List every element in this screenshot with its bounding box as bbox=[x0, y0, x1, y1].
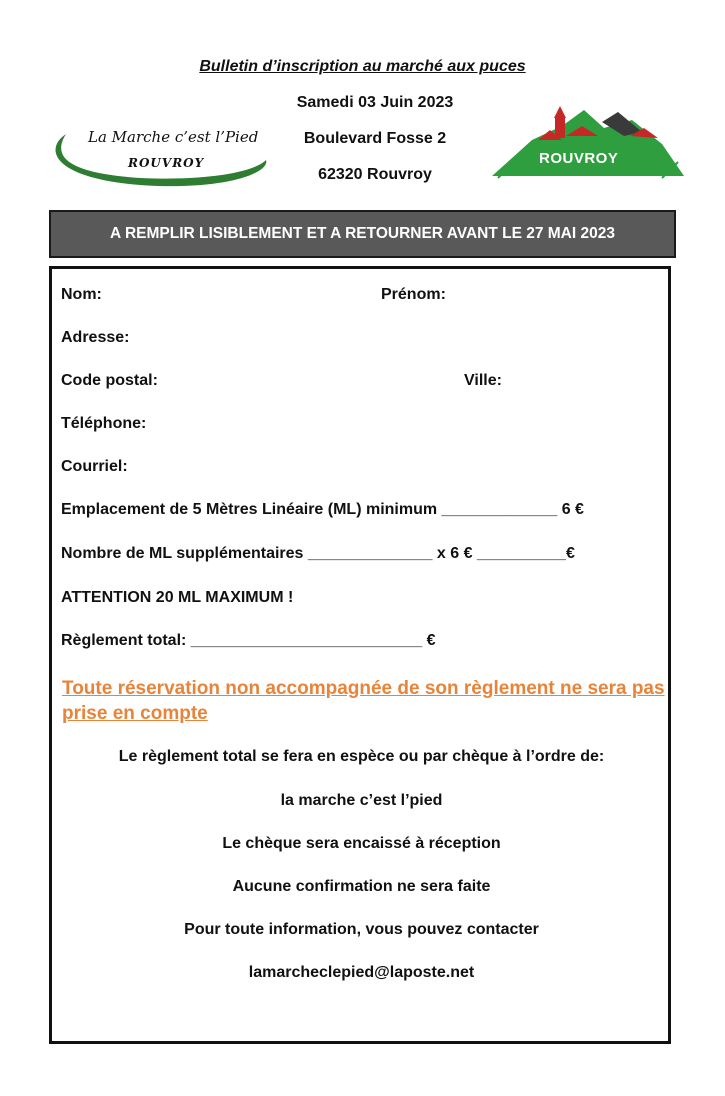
emplacement-price: 6 € bbox=[561, 501, 584, 518]
emplacement-label: Emplacement de 5 Mètres Linéaire (ML) minimum bbox=[61, 501, 438, 518]
telephone-label: Téléphone: bbox=[61, 415, 147, 432]
club-logo bbox=[48, 120, 273, 192]
emplacement-line bbox=[61, 501, 584, 519]
prenom-label: Prénom: bbox=[381, 286, 446, 303]
supp-label: Nombre de ML supplémentaires bbox=[61, 545, 304, 562]
contact-email[interactable]: lamarcheclepied@laposte.net bbox=[248, 964, 475, 981]
courriel-label: Courriel: bbox=[61, 458, 128, 475]
total-euro: € bbox=[426, 632, 436, 649]
supp-blank: ______________ bbox=[307, 545, 433, 562]
payment-notice: Toute réservation non accompagnée de son règlement ne sera pas prise en compte bbox=[62, 678, 665, 724]
supp-line bbox=[61, 545, 575, 563]
info-line-3: Le chèque sera encaissé à réception bbox=[222, 835, 501, 852]
town-logo-name: ROUVROY bbox=[539, 150, 619, 167]
supp-euro: € bbox=[565, 545, 575, 562]
event-date: Samedi 03 Juin 2023 bbox=[296, 94, 454, 111]
form-title: Bulletin d’inscription au marché aux puces bbox=[199, 58, 526, 75]
adresse-label: Adresse: bbox=[61, 329, 130, 346]
total-blank: __________________________ bbox=[190, 632, 423, 649]
info-line-5: Pour toute information, vous pouvez contacter bbox=[184, 921, 539, 938]
ville-label: Ville: bbox=[464, 372, 502, 389]
event-street: Boulevard Fosse 2 bbox=[303, 130, 447, 147]
supp-mult: x 6 € bbox=[436, 545, 473, 562]
nom-label: Nom: bbox=[61, 286, 102, 303]
mountain-village-icon bbox=[492, 106, 684, 182]
code-postal-label: Code postal: bbox=[61, 372, 158, 389]
club-script-name: La Marche c’est l’Pied bbox=[88, 128, 259, 146]
emplacement-blank: _____________ bbox=[441, 501, 558, 518]
deadline-banner: A REMPLIR LISIBLEMENT ET A RETOURNER AVANT LE 27 MAI 2023 bbox=[49, 210, 676, 258]
supp-blank2: __________ bbox=[476, 545, 566, 562]
total-label: Règlement total: bbox=[61, 632, 187, 649]
info-line-1: Le règlement total se fera en espèce ou par chèque à l’ordre de: bbox=[118, 748, 605, 765]
attention-line: ATTENTION 20 ML MAXIMUM ! bbox=[61, 589, 294, 606]
club-town-name: ROUVROY bbox=[128, 156, 205, 170]
total-line bbox=[61, 632, 436, 650]
town-logo bbox=[492, 106, 684, 182]
event-city: 62320 Rouvroy bbox=[318, 166, 432, 183]
info-line-2: la marche c’est l’pied bbox=[280, 792, 443, 809]
info-line-4: Aucune confirmation ne sera faite bbox=[232, 878, 491, 895]
